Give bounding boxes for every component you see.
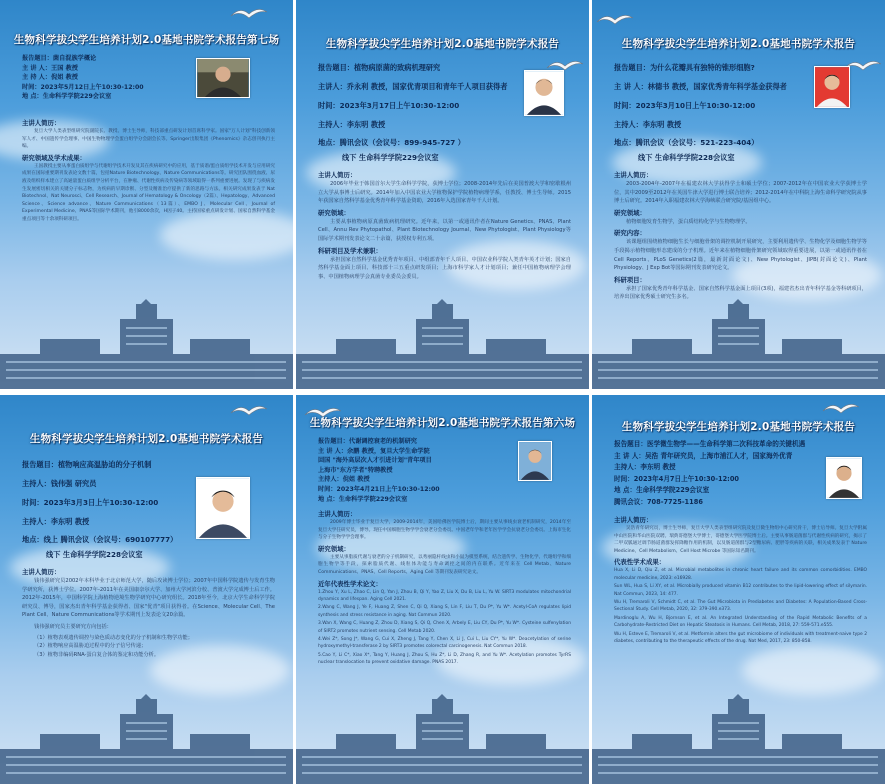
- section-heading: 主讲人简历：: [614, 171, 653, 179]
- speaker-bio: [318, 168, 571, 281]
- paragraph: 植物细胞发育生物学，蛋白质结构化学与生物物理学。: [626, 218, 751, 225]
- talk-location: 地 点：生命科学学院229会议室: [614, 486, 710, 494]
- reference-item: Mardinoglu A, Wu H, Bjornson E, et al. An Integrated Understanding of the Rapid Metabolic Benefits of a Carbohydrate-Restricted Diet on Hepatic Steatosis in Humans. Cell Metab, 2018, 27: 559-571.e555.: [614, 615, 867, 629]
- poster-2: [296, 0, 589, 389]
- talk-location: 地 点：生命科学学院229会议室: [22, 93, 112, 101]
- paragraph: 2006年毕业于韩国首尔大学生命科学学院，获博士学位；2008-2014年先后在美国普渡大学和密歇根州立大学从事博士后研究。2014年加入中国农业大学植物保护学院植物病理学系，任教授、博士生导师。2015年获国家自然科学基金优秀青年科学基金资助，2016年入选国家青年千人计划。: [318, 181, 571, 205]
- seagull-icon: [822, 399, 860, 419]
- section-heading: 主讲人简历：: [22, 119, 61, 127]
- talk-location: 地点：腾讯会议（会议号：899-945-727 ）: [318, 138, 465, 147]
- speaker-photo: [826, 457, 862, 499]
- host: 主持人：倪姐 教授: [318, 476, 370, 484]
- campus-building-illustration: [296, 299, 589, 389]
- speaker-honor: 上海市"东方学者"特聘教授: [318, 466, 393, 474]
- talk-location: 地点：腾讯会议（会议号：521-223-404）: [614, 138, 759, 147]
- paragraph: 复旦大学人类表型组研究院副院长、教授、博士生导师，科技部重点研发计划首席科学家。国家"万人计划"科技创新领军人才、中国遗传学会理事、中国生物物理学会蛋白组学分会副会长等。Springer出版集团《Phenomics》杂志创刊执行主编。: [22, 129, 275, 150]
- speaker-photo: [524, 70, 564, 116]
- poster-5: [296, 395, 589, 784]
- section-heading: 主讲人简历：: [318, 510, 357, 518]
- reference-item: Hua X, Li D, Qiu Z, et al. Microbial metabolites in chronic heart failure and its common comorbidities. EMBO molecular medicine, 2023: e16928.: [614, 568, 867, 581]
- seagull-icon: [596, 10, 634, 30]
- reference-item: Wu H, Esteve E, Tremaroli V, et al. Metformin alters the gut microbiome of individuals with treatment-naive type 2 diabetes, contributing to the therapeutic effects of the drug. Nat Med, 2017, 23: 850-858.: [614, 631, 867, 645]
- speaker-photo: [196, 58, 250, 98]
- list-item: （2）植物响应高温胁迫过程中的分子信号传递；: [34, 643, 147, 650]
- paragraph: 承担国家自然科学基金优秀青年项目、中组部青年千人项目、中国农业科学院人类青年英才计划；国家自然科学基金面上项目、科技部十三五重点研发项目；上海市科学家人才计划项目；兼任中国植物病理学会理事、中国植物病理学会真菌专业委员会委员。: [318, 256, 571, 280]
- speaker: 主讲人：乔永利 教授，国家优青项目和青年千人项目获得者: [318, 82, 508, 91]
- poster-title: 生物科学拔尖学生培养计划2.0基地书院学术报告: [621, 421, 856, 433]
- campus-building-illustration: [0, 299, 293, 389]
- paragraph: 王国教授主要从事蛋白质组学与代谢组学技术开发及其在疾病研究中的应用，基于质谱/蛋白质组学技术开发与应用研究成果在国际重要期刊发表论文数十篇，包括Nature Biotechnology、Nature Communications等。研究团队围绕血液、尿液及组织样本建立了高通量蛋白质组学分析平台，在肿瘤、代谢性疾病及传染病等领域取得一系列重要进展。发现了与疾病发生发展密切相关的关键分子标志物，为疾病的早期诊断、分型及精准治疗提供了新的思路与方法。相关研究成果发表于 Nat Biotechnol、Nat Neurosci、Cell Research、Journal of Hematology & Oncology（2篇）、Hepatology、Advanced Science、Science advance、Nature Communications（13篇）、EMBO J、Molecular Cell、Journal of Experimental Medicine、PNAS等国际学术期刊，他引8000余次，H因子40。主持国家重点研发计划、国家自然科学基金重点项目等十余项科研项目。: [22, 163, 275, 222]
- talk-time: 时间：2023年4月7日上午10:30-12:00: [614, 474, 739, 483]
- poster-6: [592, 395, 885, 784]
- speaker-photo: [196, 477, 250, 539]
- section-heading: 代表性学术成果：: [614, 558, 666, 567]
- speaker: 主 讲 人：林德书 教授，国家优秀青年科学基金获得者: [614, 82, 787, 91]
- host: 主持人：李东明 教授: [614, 463, 676, 471]
- campus-building-illustration: [0, 694, 293, 784]
- talk-location: 地 点：生命科学学院229会议室: [318, 495, 408, 503]
- speaker-photo: [814, 66, 850, 108]
- host: 主 持 人：倪姐 教授: [22, 74, 78, 82]
- paragraph: 主要从事脂质代谢与衰老的分子机制研究，以秀丽隐杆线虫和小鼠为模型系统，结合遗传学、生物化学、代谢组学和细胞生物学等手段，探索脂质代谢、线粒体功能与寿命调控之间的内在联系。近年来在 Cell Metab、Nature Communications、PNAS、Cell Reports、Aging Cell 等期刊发表研究论文。: [318, 554, 571, 575]
- talk-time: 时间：2023年4月21日上午10:30-12:00: [318, 485, 440, 493]
- poster-title: 生物科学拔尖学生培养计划2.0基地书院学术报告: [621, 38, 856, 50]
- talk-time: 时间：2023年5月12日上午10:30-12:00: [22, 83, 144, 91]
- paragraph: 主要从事植物病原真菌致病机理研究。近年来，以第一或通讯作者在Nature Genetics、PNAS、Plant Cell、Annu Rev Phytopathol、Plant Biotechnology Journal、New Phytologist、Plant Physiology等国际学术期刊发表论文二十余篇，获授权专利五项。: [318, 218, 571, 242]
- speaker-bio: [614, 168, 867, 302]
- reference-item: 3.Wan X, Wang C, Huang Z, Zhou D, Xiang S, Qi Q, Chen X, Arbely E, Liu CY, Du P*, Yu W*. Cysteine sulfenylation of SIRT2 promotes nutrient sensing. Cell Metab 2020.: [318, 621, 571, 634]
- poster-title: 生物科学拔尖学生培养计划2.0基地书院学术报告第七场: [13, 34, 280, 46]
- section-heading: 主讲人简历：: [22, 568, 61, 576]
- talk-location-offline: 线下 生命科学学院228会议室: [46, 550, 143, 559]
- section-heading: 研究领域：: [318, 208, 350, 217]
- poster-3: [592, 0, 885, 389]
- talk-time: 时间：2023年3月10日上午10:30-12:00: [614, 101, 756, 110]
- section-heading: 主讲人简历：: [318, 171, 357, 179]
- paragraph: 吴浩青年研究员，博士生导师，复旦大学人类表型组研究院及复旦微生物组中心研究骨干，博士后导师。复旦大学附属中山医院和华山医院双聘。瑞典哥德堡大学博士，哥德堡大学医学院博士后。主要从事肠道菌群与代谢性疾病的研究，揭示了二甲双胍通过调节肠道菌群发挥降糖作用的机制，以及肠道菌群与2型糖尿病、肥胖等疾病的关联，相关成果发表于 Nature Medicine、Cell Metabolism、Cell Host Microbe 等国际知名期刊。: [614, 526, 867, 554]
- talk-location: 地点：线上 腾讯会议（会议号：690107777）: [22, 535, 178, 544]
- speaker-honor: 回国 "海外高层次人才引进计划"青年项目: [318, 457, 432, 465]
- talk-topic: 报告题目：植物病原菌的致病机理研究: [318, 63, 441, 72]
- reference-item: Sun WL, Hua S, Li XY, et al. Microbially produced vitamin B12 contributes to the lipid-lowering effect of silymarin. Nat Commun, 2023, 14: 477.: [614, 584, 867, 597]
- seagull-icon: [230, 4, 268, 24]
- poster-4: [0, 395, 293, 784]
- poster-title: 生物科学拔尖学生培养计划2.0基地书院学术报告: [29, 433, 264, 445]
- speaker-bio: [614, 513, 867, 646]
- section-heading: 科研项目及学术兼职：: [318, 246, 382, 255]
- speaker: 主 讲 人：余鹏 教授，复旦大学生命学院: [318, 447, 430, 455]
- poster-title: 生物科学拔尖学生培养计划2.0基地书院学术报告: [325, 38, 560, 50]
- section-heading: 研究内容：: [614, 229, 646, 238]
- speaker-bio: [318, 507, 571, 668]
- paragraph: 2003-2004年-2007年在福建农林大学获得学士和硕士学位；2007-2012年在中国农业大学获博士学位，其中2009至2012年在英国牛津大学进行博士联合培养；2012-2014年在中科院上海生命科学研究院从事博士后研究。2014年入职福建农林大学海峡联合研究院/基因组中心。: [614, 181, 867, 205]
- talk-location-offline: 线下 生命科学学院228会议室: [638, 153, 735, 162]
- reference-item: 4.Wei Z*, Song J*, Wang G, Cui X, Zheng J, Tang Y, Chen X, Li J, Cui L, Liu CY*, Yu W*. Deacetylation of serine hydroxymethyl-transferase 2 by SIRT3 promotes colorectal carcinogenesis. Nat Commun 2018.: [318, 637, 571, 650]
- talk-time: 时间：2023年3月17日上午10:30-12:00: [318, 101, 460, 110]
- host: 主持人：李东明 教授: [614, 120, 682, 129]
- talk-topic: 报告题目：菌自混族学概论: [22, 55, 97, 62]
- poster-title: 生物科学拔尖学生培养计划2.0基地书院学术报告第六场: [309, 417, 576, 429]
- host: 主持人：李东明 教授: [22, 517, 90, 526]
- reference-item: 2.Wang C, Wang J, Ye F, Huang Z, Shen C, Qi Q, Xiang S, Lin F, Liu T, Du P*, Yu W*. Acetyl-CoA regulates lipid synthesis and stress resistance in aging. Nat Commun 2020.: [318, 605, 571, 618]
- list-item: （1）植物表观遗传调控与染色质动态变化的分子机制和生物学功能；: [34, 634, 193, 641]
- poster-1: [0, 0, 293, 389]
- section-heading: 研究领域：: [318, 544, 350, 553]
- talk-time: 时间：2023年3月3日上午10:30-12:00: [22, 498, 159, 507]
- speaker-photo: [518, 441, 552, 481]
- paragraph: 承担了国家优秀青年科学基金、国家自然科学基金面上项目(3项)，福建省杰出青年科学基金等科研项目，培养出国家优秀硕士研究生多名。: [614, 285, 867, 301]
- seagull-icon: [230, 401, 268, 421]
- reference-item: Wu H, Tremaroli V, Schmidt C, et al. The Gut Microbiota in Prediabetes and Diabetes: A Population-Based Cross-Sectional Study. Cell Metab, 2020, 32: 379-390.e373.: [614, 600, 867, 613]
- paragraph: 2009年博士毕业于复旦大学，2009-2014年，美国哈佛医学院博士后，期间主要从事线虫衰老机制研究，2014年至复旦大学任研究员，博导。现任中国细胞生物学学会衰老分会委员。中国老年学和老年医学学会抗衰老分会委员。上海市生化与分子生物学学会理事。: [318, 520, 571, 541]
- campus-building-illustration: [592, 299, 885, 389]
- speaker: 主持人：钱伟强 研究员: [22, 479, 97, 488]
- section-heading: 研究领域及学术成果：: [22, 153, 86, 162]
- talk-topic: 报告题目：医学微生物学——生命科学第二次科技革命的关键机遇: [614, 440, 806, 448]
- paragraph: 钱伟强研究员2002年本科毕业于北京师范大学，随后攻读博士学位；2007年中国科学院遗传与发育生物学研究所，获博士学位。2007年-2011年在美国康奈尔大学、加州大学河滨分校、普渡大学完成博士后工作。2012年-2015年，中国科学院上海植物逆境生物学研究中心研究组长。2018年至今，北京大学生命科学学院研究员、博导，国家杰出青年科学基金获得者、国家"优青"项目获得者。在Science、Molecular Cell、The Plant Cell、Nature Communications等学术期刊上发表论文20余篇。: [22, 578, 275, 619]
- section-heading: 主讲人简历：: [614, 516, 653, 524]
- talk-topic: 报告题目：代谢调控衰老的机制研究: [318, 438, 417, 445]
- speaker-bio: [22, 116, 275, 224]
- section-heading: 研究领域：: [614, 208, 646, 217]
- campus-building-illustration: [296, 694, 589, 784]
- section-heading: 科研项目：: [614, 275, 646, 284]
- section-heading: 近年代表性学术论文：: [318, 579, 382, 588]
- speaker: 主 讲 人：王国 教授: [22, 64, 78, 72]
- reference-item: 1.Zhou Y, Xu L, Zhao C, Lin Q, Yan J, Zhou B, Qi Y, Yao Z, Liu X, Du B, Liu L, Yu W. SIRT3 modulates mitochondrial dynamics and lifespan. Aging Cell 2021.: [318, 589, 571, 602]
- campus-building-illustration: [592, 694, 885, 784]
- paragraph: 该课题组围绕植物细胞生长与细胞骨架的调控机制开展研究，主要利用遗传学、生物化学及细胞生物学等手段揭示植物细胞形态建成的分子机理。近年来在植物细胞骨架研究领域取得重要进展，以第一或通讯作者在Cell Reports、PLoS Genetics(2篇，最新封面论文)、New Phytologist、JIPB(封面论文)、Plant Physiology、J Exp Bot等国际期刊发表研究论文。: [614, 239, 867, 272]
- reference-item: 5.Cao Y, Li C*, Xiao X*, Tang Y, Huang J, Zhou S, Hu Z*, Li D, Zhang R, and Yu W*. Acetylation promotes TyrRS nuclear translocation to prevent oxidative damage. PNAS 2017.: [318, 652, 571, 666]
- talk-topic: 报告题目：为什么花瓣具有独特的锥形细胞?: [614, 63, 755, 72]
- talk-location-offline: 线下 生命科学学院229会议室: [342, 153, 439, 162]
- talk-topic: 报告题目：植物响应高温胁迫的分子机制: [22, 460, 152, 469]
- speaker: 主 讲 人：吴浩 青年研究员，上海市浦江人才，国家海外优青: [614, 451, 793, 460]
- paragraph: 钱伟强研究员主要研究方向包括：: [34, 623, 112, 630]
- host: 主持人：李东明 教授: [318, 120, 386, 129]
- tencent-meeting-id: 腾讯会议：708-7725-1186: [614, 497, 703, 506]
- list-item: （3）植物非编码RNA-蛋白复合体的鉴定和功能分析。: [34, 651, 160, 658]
- speaker-bio: [22, 565, 275, 659]
